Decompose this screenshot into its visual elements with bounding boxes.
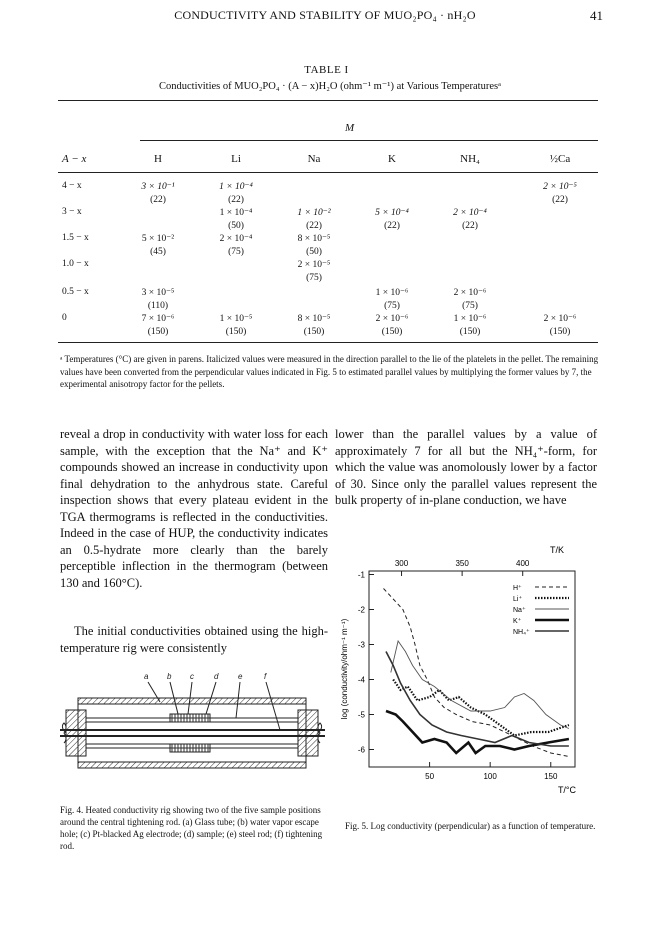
- table-cell: [430, 313, 510, 339]
- table-row-label: 0.5 − x: [62, 287, 89, 297]
- table-cell-value: 2 × 10⁻⁴: [219, 234, 253, 244]
- table-cell-value: 1 × 10⁻⁴: [219, 182, 253, 192]
- table-cell: [196, 207, 276, 233]
- table-cell-temperature: (75): [228, 247, 244, 257]
- fig5-y-tick-label: -5: [357, 710, 365, 720]
- fig4-label: c: [190, 672, 194, 681]
- table-cell: [430, 207, 510, 233]
- table-cell-value: 7 × 10⁻⁶: [141, 314, 175, 324]
- table-cell: [274, 313, 354, 339]
- fig5-x2-tick-label: 400: [516, 559, 530, 568]
- table-cell: [352, 287, 432, 313]
- table-row-label: 4 − x: [62, 181, 82, 191]
- fig5-x-tick-label: 150: [544, 772, 558, 781]
- table-rule-group: [140, 140, 598, 141]
- fig5-x2-tick-label: 350: [455, 559, 469, 568]
- table-cell-temperature: (22): [228, 195, 244, 205]
- table-footnote: ᵃ Temperatures (°C) are given in parens. Italicized values were measured in the direction parallel to the lie of the platelets in the pellet. The remaining values have been converted from the perpendicular values indicated in Fig. 5 to estimated parallel values by multiplying the former values by 7, the experimental anisotropy factor for the pellets.: [60, 354, 599, 389]
- table-column-header: Li: [231, 153, 241, 165]
- fig5-y-tick-label: -1: [357, 570, 365, 580]
- table-cell: [196, 233, 276, 259]
- table-cell-temperature: (150): [381, 327, 403, 337]
- table-column-header: ½Ca: [549, 153, 571, 165]
- table-row-label: 1.5 − x: [62, 233, 89, 243]
- table-cell: [520, 313, 600, 339]
- table-group-header: M: [345, 122, 355, 134]
- table-cell-temperature: (75): [462, 301, 478, 311]
- fig5-legend-label: NH₄⁺: [513, 629, 530, 636]
- table-cell-value: 1 × 10⁻⁶: [375, 288, 409, 298]
- table-cell-temperature: (22): [150, 195, 166, 205]
- table-cell-value: 1 × 10⁻⁵: [219, 314, 253, 324]
- table-cell-value: 8 × 10⁻⁵: [297, 234, 331, 244]
- fig5-legend-label: K⁺: [513, 618, 522, 625]
- fig4-label: e: [238, 672, 243, 681]
- table-cell-value: 2 × 10⁻⁵: [297, 260, 331, 270]
- table-cell: [196, 313, 276, 339]
- table-cell-temperature: (150): [303, 327, 325, 337]
- fig5-y-tick-label: -3: [357, 640, 365, 650]
- table-cell-temperature: (150): [225, 327, 247, 337]
- table-column-header: A − x: [62, 153, 87, 165]
- page-number: 41: [590, 8, 603, 23]
- table-cell-value: 3 × 10⁻⁵: [141, 288, 175, 298]
- fig5-caption: Fig. 5. Log conductivity (perpendicular) as a function of temperature.: [345, 821, 596, 831]
- table-row-label: 1.0 − x: [62, 259, 89, 269]
- table-cell-value: 1 × 10⁻²: [297, 208, 331, 218]
- fig5-legend-label: Na⁺: [513, 607, 526, 614]
- table-cell-temperature: (75): [384, 301, 400, 311]
- fig5-y-tick-label: -2: [357, 605, 365, 615]
- table-row-label: 3 − x: [62, 207, 82, 217]
- fig4-label: d: [214, 672, 219, 681]
- fig5-x-tick-label: 50: [425, 772, 435, 781]
- fig5-series-line: [386, 711, 569, 753]
- body-text-col1-para2: The initial conductivities obtained using the high-temperature rig were consistently: [60, 624, 328, 655]
- fig5-x-axis-label: T/°C: [557, 785, 577, 795]
- fig4-rig-diagram: [60, 668, 325, 796]
- table-cell: [118, 181, 198, 207]
- table-cell-temperature: (75): [306, 273, 322, 283]
- fig4-label: a: [144, 672, 149, 681]
- fig5-x2-axis-label: T/K: [549, 545, 565, 555]
- table-cell-value: 3 × 10⁻¹: [141, 182, 175, 192]
- table-column-header: K: [388, 153, 396, 165]
- table-cell-temperature: (50): [228, 221, 244, 231]
- table-cell-temperature: (150): [549, 327, 571, 337]
- fig5-legend-label: H⁺: [513, 585, 522, 592]
- fig5-x-tick-label: 100: [483, 772, 497, 781]
- table-cell-value: 2 × 10⁻⁶: [543, 314, 577, 324]
- fig5-legend-label: Li⁺: [513, 596, 523, 603]
- table-rule-bottom: [58, 342, 598, 343]
- table-cell-temperature: (45): [150, 247, 166, 257]
- body-text-col1: reveal a drop in conductivity with water loss for each sample, with the exception that the Na⁺ and K⁺ compounds showed an increase in conductivity upon final dehydration to the anhydrous state. Careful inspection shows that every plateau evident in the TGA thermograms is reflected in the conductivities. Indeed in the case of HUP, the conductivity indicates an 0.5-hydrate more clearly than the barely perceptible inflection in the thermogram (between 130 and 160°C).: [60, 427, 328, 590]
- fig4-label: f: [264, 672, 267, 681]
- table-cell-temperature: (22): [384, 221, 400, 231]
- table-cell-temperature: (50): [306, 247, 322, 257]
- table-cell: [196, 181, 276, 207]
- table-cell-value: 2 × 10⁻⁶: [453, 288, 487, 298]
- table-rule-header: [58, 172, 598, 173]
- table-cell-value: 5 × 10⁻⁴: [375, 208, 409, 218]
- fig5-y-tick-label: -4: [357, 675, 365, 685]
- fig5-x2-tick-label: 300: [394, 559, 409, 568]
- table-cell-temperature: (22): [462, 221, 478, 231]
- table-cell-value: 1 × 10⁻⁴: [219, 208, 253, 218]
- table-row-label: 0: [62, 313, 67, 323]
- table-rule-top: [58, 100, 598, 101]
- table-label: TABLE I: [304, 64, 349, 76]
- table-cell-temperature: (22): [306, 221, 322, 231]
- table-cell-value: 5 × 10⁻²: [141, 234, 175, 244]
- running-title: CONDUCTIVITY AND STABILITY OF MUO₂PO₄ · nH₂O: [174, 8, 476, 22]
- table-cell: [274, 259, 354, 285]
- table-cell-value: 1 × 10⁻⁶: [453, 314, 487, 324]
- table-column-header: Na: [307, 153, 321, 165]
- table-cell-temperature: (110): [147, 301, 169, 311]
- table-cell-temperature: (22): [552, 195, 568, 205]
- table-caption: Conductivities of MUO₂PO₄ · (A − x)H₂O (ohm⁻¹ m⁻¹) at Various Temperaturesᵃ: [159, 81, 501, 92]
- body-text-col2: lower than the parallel values by a value of approximately 7 for all but the NH₄⁺-form, for which the value was anomolously lower by a factor of 30. Since only the parallel values represent the bulk property of in-plane conduction, we have: [335, 427, 597, 507]
- table-column-header: H: [154, 153, 162, 165]
- table-cell: [352, 207, 432, 233]
- table-cell: [118, 287, 198, 313]
- table-cell: [274, 207, 354, 233]
- table-cell: [274, 233, 354, 259]
- fig5-y-tick-label: -6: [357, 745, 365, 755]
- table-column-header: NH₄: [460, 153, 480, 165]
- table-cell-value: 2 × 10⁻⁶: [375, 314, 409, 324]
- table-cell: [520, 181, 600, 207]
- table-cell-temperature: (150): [147, 327, 169, 337]
- fig5-chart: [335, 535, 600, 815]
- table-cell-value: 2 × 10⁻⁵: [543, 182, 577, 192]
- fig5-series-line: [393, 680, 569, 736]
- table-cell-value: 2 × 10⁻⁴: [453, 208, 487, 218]
- fig4-caption: Fig. 4. Heated conductivity rig showing two of the five sample positions around the central tightening rod. (a) Glass tube; (b) water vapor escape hole; (c) Pt-blacked Ag electrode; (d) sample; (e) steel rod; (f) tightening rod.: [60, 805, 323, 851]
- table-cell: [352, 313, 432, 339]
- fig5-y-axis-label: log (conductivity/ohm⁻¹ m⁻¹): [340, 618, 349, 720]
- fig4-label: b: [167, 672, 172, 681]
- table-cell: [430, 287, 510, 313]
- table-cell-value: 8 × 10⁻⁵: [297, 314, 331, 324]
- fig5-series-line: [391, 641, 569, 729]
- table-cell-temperature: (150): [459, 327, 481, 337]
- table-cell: [118, 313, 198, 339]
- table-cell: [118, 233, 198, 259]
